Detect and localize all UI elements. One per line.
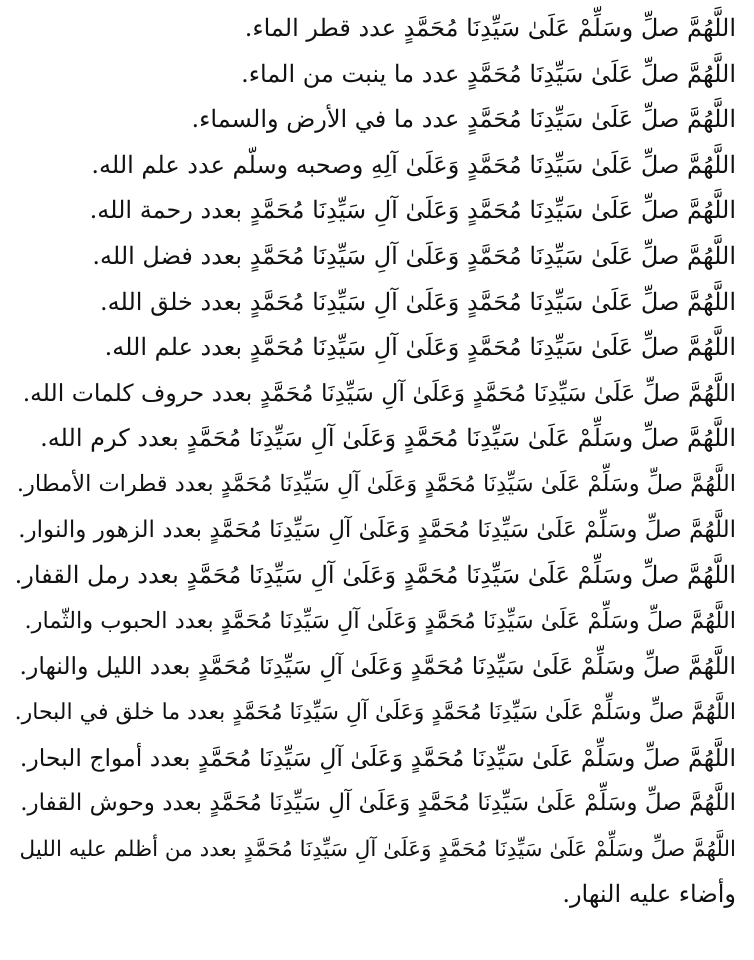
- prayer-line: اللَّهُمَّ صلِّ وسَلِّمْ عَلَىٰ سَيِّدِنَا مُحَمَّدٍ عدد قطر الماء.: [244, 14, 736, 42]
- prayer-line: اللَّهُمَّ صلِّ وسَلِّمْ عَلَىٰ سَيِّدِنَا مُحَمَّدٍ وَعَلَىٰ آلِ سَيِّدِنَا مُحَمَّدٍ بعدد أمواج البحار.: [19, 743, 736, 772]
- prayer-line: اللَّهُمَّ صلِّ عَلَىٰ سَيِّدِنَا مُحَمَّدٍ عدد ما ينبت من الماء.: [241, 59, 736, 88]
- prayer-line: اللَّهُمَّ صلِّ وسَلِّمْ عَلَىٰ سَيِّدِنَا مُحَمَّدٍ وَعَلَىٰ آلِ سَيِّدِنَا مُحَمَّدٍ بعدد وحوش القفار.: [20, 790, 736, 817]
- prayer-line: اللَّهُمَّ صلِّ وسَلِّمْ عَلَىٰ سَيِّدِنَا مُحَمَّدٍ وَعَلَىٰ آلِ سَيِّدِنَا مُحَمَّدٍ بعدد الزهور والنوار.: [18, 516, 736, 543]
- prayer-line: اللَّهُمَّ صلِّ وسَلِّمْ عَلَىٰ سَيِّدِنَا مُحَمَّدٍ وَعَلَىٰ آلِ سَيِّدِنَا مُحَمَّدٍ بعدد قطرات الأمطار.: [16, 470, 736, 497]
- prayer-line: اللَّهُمَّ صلِّ عَلَىٰ سَيِّدِنَا مُحَمَّدٍ عدد ما في الأرض والسماء.: [191, 105, 736, 134]
- prayer-line: اللَّهُمَّ صلِّ عَلَىٰ سَيِّدِنَا مُحَمَّدٍ وَعَلَىٰ آلِ سَيِّدِنَا مُحَمَّدٍ بعدد خلق الله.: [100, 287, 736, 316]
- prayer-line: اللَّهُمَّ صلِّ عَلَىٰ سَيِّدِنَا مُحَمَّدٍ وَعَلَىٰ آلِ سَيِّدِنَا مُحَمَّدٍ بعدد رحمة الله.: [89, 196, 736, 225]
- prayer-line: اللَّهُمَّ صلِّ وسَلِّمْ عَلَىٰ سَيِّدِنَا مُحَمَّدٍ وَعَلَىٰ آلِ سَيِّدِنَا مُحَمَّدٍ بعدد رمل القفار.: [14, 561, 736, 590]
- prayer-line: اللَّهُمَّ صلِّ وسَلِّمْ عَلَىٰ سَيِّدِنَا مُحَمَّدٍ وَعَلَىٰ آلِ سَيِّدِنَا مُحَمَّدٍ بعدد الليل والنهار.: [19, 652, 736, 681]
- prayer-line: اللَّهُمَّ صلِّ عَلَىٰ سَيِّدِنَا مُحَمَّدٍ وَعَلَىٰ آلِ سَيِّدِنَا مُحَمَّدٍ بعدد فضل الله.: [92, 241, 736, 270]
- prayer-line: اللَّهُمَّ صلِّ وسَلِّمْ عَلَىٰ سَيِّدِنَا مُحَمَّدٍ وَعَلَىٰ آلِ سَيِّدِنَا مُحَمَّدٍ بعدد كرم الله.: [40, 424, 736, 453]
- prayer-line: اللَّهُمَّ صلِّ وسَلِّمْ عَلَىٰ سَيِّدِنَا مُحَمَّدٍ وَعَلَىٰ آلِ سَيِّدِنَا مُحَمَّدٍ بعدد من أظلم عليه الليل: [19, 836, 736, 862]
- prayer-line-final: وأضاء عليه النهار.: [562, 880, 736, 909]
- prayer-line: اللَّهُمَّ صلِّ عَلَىٰ سَيِّدِنَا مُحَمَّدٍ وَعَلَىٰ آلِ سَيِّدِنَا مُحَمَّدٍ بعدد علم الله.: [104, 333, 736, 362]
- prayer-line: اللَّهُمَّ صلِّ عَلَىٰ سَيِّدِنَا مُحَمَّدٍ وَعَلَىٰ آلِهِ وصحبه وسلّم عدد علم الله.: [91, 150, 736, 179]
- prayer-line: اللَّهُمَّ صلِّ وسَلِّمْ عَلَىٰ سَيِّدِنَا مُحَمَّدٍ وَعَلَىٰ آلِ سَيِّدِنَا مُحَمَّدٍ بعدد الحبوب والثّمار.: [24, 607, 736, 634]
- prayer-text-block: [10, 6, 736, 918]
- prayer-line: اللَّهُمَّ صلِّ وسَلِّمْ عَلَىٰ سَيِّدِنَا مُحَمَّدٍ وَعَلَىٰ آلِ سَيِّدِنَا مُحَمَّدٍ بعدد ما خلق في البحار.: [14, 699, 736, 725]
- prayer-line: اللَّهُمَّ صلِّ عَلَىٰ سَيِّدِنَا مُحَمَّدٍ وَعَلَىٰ آلِ سَيِّدِنَا مُحَمَّدٍ بعدد حروف كلمات الله.: [22, 378, 736, 407]
